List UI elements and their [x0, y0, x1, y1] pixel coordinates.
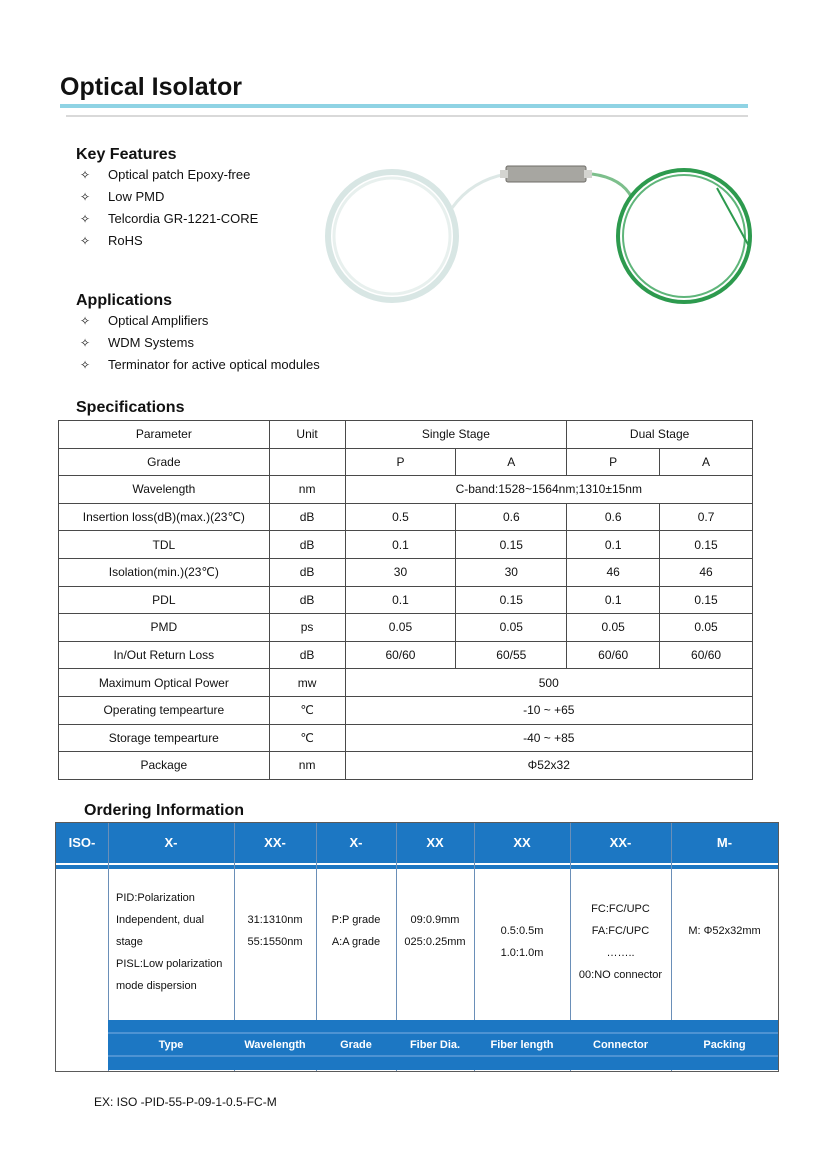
table-row	[59, 421, 753, 449]
footer-fiber-dia: Fiber Dia.	[409, 1039, 461, 1051]
code-type: X-	[164, 835, 178, 850]
bullet-icon: ✧	[80, 234, 91, 248]
code-grade: X-	[349, 835, 363, 850]
applications-heading: Applications	[76, 292, 173, 309]
footer-type: Type	[158, 1039, 184, 1051]
table-row: TDL dB 0.1 0.15 0.1 0.15	[59, 531, 753, 559]
table-row: Wavelength nm C-band:1528~1564nm;1310±15nm	[59, 476, 753, 504]
ordering-example: EX: ISO -PID-55-P-09-1-0.5-FC-M	[94, 1095, 277, 1109]
key-features-heading: Key Features	[76, 146, 177, 163]
table-row: Isolation(min.)(23℃) dB 30 30 46 46	[59, 558, 753, 586]
table-row: In/Out Return Loss dB 60/60 60/55 60/60 60/60	[59, 641, 753, 669]
footer-connector: Connector	[593, 1039, 648, 1051]
grade-options: P:P grade A:A grade	[331, 914, 381, 948]
list-item: ✧ Terminator for active optical modules	[80, 354, 320, 376]
ordering-heading: Ordering Information	[84, 802, 244, 819]
code-fiber-length: XX	[513, 835, 531, 850]
list-item: ✧ Optical patch Epoxy-free	[80, 164, 258, 186]
table-row: Storage tempearture ℃ -40 ~ +85	[59, 724, 753, 752]
ordering-table	[55, 822, 779, 1072]
code-iso: ISO-	[68, 835, 96, 850]
header-dual-stage: Dual Stage	[567, 421, 753, 449]
title-accent-rule	[60, 104, 748, 108]
table-row: Operating tempearture ℃ -10 ~ +65	[59, 696, 753, 724]
footer-packing: Packing	[703, 1039, 746, 1051]
bullet-icon: ✧	[80, 314, 91, 328]
fiber-dia-options: 09:0.9mm 025:0.25mm	[404, 914, 466, 948]
list-item: ✧ Optical Amplifiers	[80, 310, 320, 332]
footer-wavelength: Wavelength	[244, 1039, 306, 1051]
list-item: ✧ Telcordia GR-1221-CORE	[80, 208, 258, 230]
table-row: PMD ps 0.05 0.05 0.05 0.05	[59, 614, 753, 642]
specifications-table	[58, 420, 753, 780]
header-single-stage: Single Stage	[345, 421, 567, 449]
key-features-list	[80, 164, 258, 252]
header-parameter: Parameter	[59, 421, 270, 449]
footer-grade: Grade	[340, 1039, 372, 1051]
bullet-icon: ✧	[80, 190, 91, 204]
bullet-icon: ✧	[80, 168, 91, 182]
code-connector: XX-	[609, 835, 632, 850]
code-packing: M-	[716, 835, 733, 850]
wavelength-options: 31:1310nm 55:1550nm	[247, 914, 303, 948]
type-description: PID:Polarization Independent, dual stage PISL:Low polarization mode dispersion	[116, 892, 223, 992]
table-row: Insertion loss(dB)(max.)(23℃) dB 0.5 0.6 0.6 0.7	[59, 503, 753, 531]
page-title: Optical Isolator	[60, 73, 242, 101]
fiber-length-options: 0.5:0.5m 1.0:1.0m	[500, 925, 544, 959]
list-item: ✧ WDM Systems	[80, 332, 320, 354]
bullet-icon: ✧	[80, 212, 91, 226]
list-item: ✧ Low PMD	[80, 186, 258, 208]
code-fiber-dia: XX	[426, 835, 444, 850]
table-row: Grade P A P A	[59, 448, 753, 476]
table-row: PDL dB 0.1 0.15 0.1 0.15	[59, 586, 753, 614]
optical-isolator-product-image	[322, 148, 762, 308]
title-gray-rule	[66, 115, 748, 117]
bullet-icon: ✧	[80, 336, 91, 350]
connector-options: FC:FC/UPC FA:FC/UPC …….. 00:NO connector	[578, 903, 663, 981]
bullet-icon: ✧	[80, 358, 91, 372]
code-wavelength: XX-	[264, 835, 286, 850]
footer-fiber-length: Fiber length	[490, 1039, 554, 1051]
table-row: Maximum Optical Power mw 500	[59, 669, 753, 697]
header-unit: Unit	[269, 421, 345, 449]
specifications-heading: Specifications	[76, 399, 185, 416]
packing-options: M: Φ52x32mm	[688, 925, 761, 937]
table-row: Package nm Φ52x32	[59, 752, 753, 780]
list-item: ✧ RoHS	[80, 230, 258, 252]
applications-list	[80, 310, 320, 376]
